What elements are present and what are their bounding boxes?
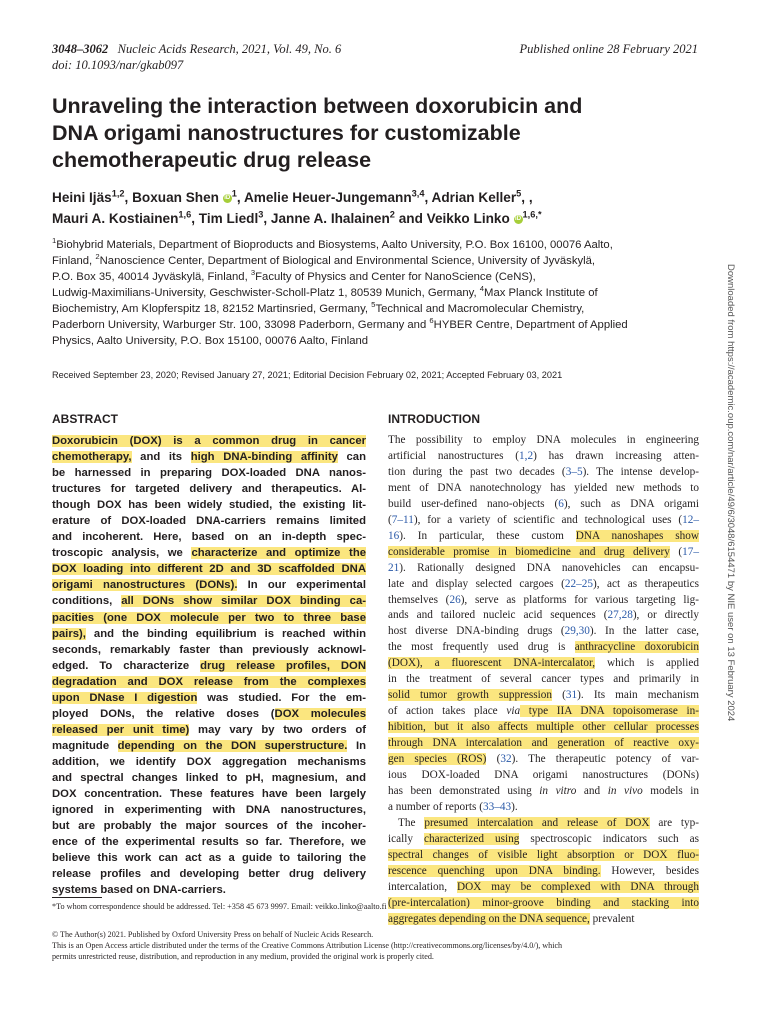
text-span: (: [552, 689, 566, 702]
abstract-body: [52, 433, 366, 898]
text-span: In our experimental: [237, 579, 366, 592]
text-span: and: [576, 784, 608, 797]
affiliation-text: Physics, Aalto University, P.O. Box 15100, 00076 Aalto, Finland: [52, 335, 369, 347]
affiliation-marker: 5: [371, 300, 376, 310]
text-line: [52, 529, 366, 545]
running-header: [52, 42, 341, 57]
highlighted-text: drug release profiles, DON: [200, 659, 366, 672]
affiliation-text: Finland,: [52, 255, 96, 267]
text-span: ment of DNA nanotechnology has yielded new methods to: [388, 481, 699, 494]
text-line: [52, 513, 366, 529]
text-line: [388, 752, 699, 768]
text-span: and the binding equilibrium is reached within: [85, 627, 366, 640]
text-span: ), such as DNA origami: [563, 497, 699, 510]
affiliation-marker: 4: [479, 284, 485, 294]
text-span: ). In the latter case,: [589, 625, 699, 638]
highlighted-text: (DOX), a fluorescent DNA-intercalator,: [388, 657, 596, 670]
text-span: troscopic analysis, we: [52, 547, 192, 560]
text-span: intercalation,: [388, 880, 457, 893]
text-line: [52, 690, 366, 706]
text-line: [52, 481, 366, 497]
affiliation-marker: 3: [250, 268, 256, 278]
text-line: [52, 882, 366, 898]
author-line: Mauri A. Kostiainen$^{1,6}$, Tim Liedl$^3$, Janne A. Ihalainen$^2$ and Veikko Linko iD $^{1,6,*}$: [52, 209, 542, 226]
highlighted-text: through DNA intercalation and generation of reactive oxy-: [388, 737, 699, 750]
text-span: artificial nanostructures (: [388, 449, 520, 462]
text-line: [388, 433, 699, 449]
title-line: DNA origami nanostructures for customizable: [52, 121, 521, 145]
text-line: [388, 800, 699, 816]
text-span: tion during the past two decades (: [388, 465, 566, 478]
citation-link[interactable]: 31: [565, 689, 578, 702]
text-span: addition, we identify DOX aggregation mechanisms: [52, 755, 366, 768]
text-span: magnitude: [52, 739, 118, 752]
text-span: a number of reports (: [388, 800, 483, 813]
highlighted-text: degradation and DOX release from the complexes: [52, 675, 366, 688]
text-line: [388, 736, 699, 752]
author-affiliation-marker: 3,4: [411, 188, 425, 199]
citation-link[interactable]: 16: [388, 529, 400, 542]
text-line: [52, 802, 366, 818]
text-span: ). Its main mechanism: [577, 689, 700, 702]
affiliation-line: [52, 333, 712, 349]
text-span: though DOX has been widely studied, the existing lit-: [52, 499, 366, 512]
highlighted-text: origami nanostructures (DONs).: [52, 579, 238, 592]
text-line: [388, 880, 699, 896]
author-name: Janne A. Ihalainen: [270, 211, 390, 226]
text-line: [52, 433, 366, 449]
text-span: (: [486, 753, 501, 766]
download-notice: Downloaded from https://academic.oup.com/nar/article/49/6/3048/6154471 by NIE user on 13 February 2024: [725, 264, 736, 722]
author-affiliation-marker: 1,6: [178, 209, 192, 220]
journal-citation: Nucleic Acids Research, 2021, Vol. 49, No. 6: [117, 42, 342, 56]
affiliation-line: [52, 317, 712, 333]
text-line: [388, 848, 699, 864]
text-line: [388, 449, 699, 465]
text-line: [388, 513, 699, 529]
text-span: The possibility to employ DNA molecules in engineering: [388, 434, 699, 446]
text-span: prevalent: [589, 912, 635, 925]
page-range: 3048–3062: [52, 42, 109, 56]
text-span: ). The intense develop-: [582, 465, 699, 478]
text-line: [52, 626, 366, 642]
highlighted-text: pacities (one DOX molecule per two to three base: [52, 611, 366, 624]
author-affiliation-marker: 2: [389, 209, 395, 220]
highlighted-text: solid tumor growth suppression: [388, 689, 553, 702]
text-span: erature of DOX-loaded DNA-carriers remains limited: [52, 515, 366, 528]
text-span: host diverse DNA-binding drugs (: [388, 625, 565, 638]
text-span: via: [506, 705, 521, 718]
text-line: [388, 481, 699, 497]
author-name: Boxuan Shen: [132, 190, 219, 205]
text-span: ious DOX-loaded DNA origami nanostructures (DONs): [388, 769, 699, 782]
text-span: seconds, remarkably faster than previously acknowl-: [52, 643, 366, 656]
text-span: be harnessed in preparing DOX-loaded DNA nanos-: [52, 467, 366, 480]
author-affiliation-marker: 1: [231, 188, 237, 199]
affiliation-text: Nanoscience Center, Department of Biological and Environmental Science, University of Jyväskylä,: [99, 255, 596, 267]
abstract-heading: ABSTRACT: [52, 412, 118, 426]
license-line: © The Author(s) 2021. Published by Oxford University Press on behalf of Nucleic Acids Research.: [52, 930, 374, 939]
highlighted-text: spectral changes of visible light absorption or DOX fluo-: [388, 848, 699, 861]
author-conjunction: and: [398, 211, 423, 226]
highlighted-text: presumed intercalation and release of DOX: [424, 816, 650, 829]
highlighted-text: anthracycline doxorubicin: [574, 641, 699, 654]
text-span: However, besides: [600, 864, 699, 877]
text-span: The: [398, 816, 425, 829]
affiliation-text: Ludwig-Maximilians-University, Geschwister-Scholl-Platz 1, 80539 Munich, Germany,: [52, 287, 480, 299]
author-name: Veikko Linko: [426, 211, 510, 226]
highlighted-text: DNA nanoshapes show: [575, 529, 699, 542]
author-affiliation-marker: 1,6,*: [522, 209, 542, 220]
author-affiliation-marker: 1,2: [111, 188, 125, 199]
text-span: has been demonstrated using: [388, 784, 540, 797]
text-line: [52, 610, 366, 626]
text-line: [52, 658, 366, 674]
text-span: ). In particular, these custom: [399, 529, 576, 542]
highlighted-text: DOX may be complexed with DNA through: [456, 880, 699, 893]
affiliation-text: Biohybrid Materials, Department of Bioproducts and Biosystems, Aalto University, P.O. Box 16100, 00076 Aalto,: [56, 239, 613, 251]
citation-link[interactable]: 17–: [682, 545, 699, 558]
affiliation-text: Faculty of Physics and Center for NanoScience (CeNS),: [255, 271, 536, 283]
article-title: [52, 93, 712, 174]
affiliation-text: Paderborn University, Warburger Str. 100, 33098 Paderborn, Germany and: [52, 319, 430, 331]
text-line: [388, 593, 699, 609]
citation-link[interactable]: 1,2: [519, 449, 534, 462]
introduction-heading: INTRODUCTION: [388, 412, 480, 426]
text-line: [388, 672, 699, 688]
highlighted-text: pairs),: [52, 627, 86, 640]
text-span: in vivo: [607, 784, 643, 797]
highlighted-text: upon DNase I digestion: [52, 691, 198, 704]
citation-link[interactable]: 7–11: [391, 513, 414, 526]
text-span: and its: [131, 451, 191, 464]
affiliation-marker: 2: [95, 252, 100, 262]
text-span: (: [669, 545, 683, 558]
citation-link[interactable]: 33–43: [482, 800, 512, 813]
affiliation-marker: 6: [429, 316, 434, 326]
text-span: in the treatment of several cancer types and primarily in: [388, 673, 699, 686]
license-notice: [52, 929, 562, 962]
text-line: [388, 529, 699, 545]
author-affiliation-marker: 5: [516, 188, 522, 199]
highlighted-text: characterize and optimize the: [191, 547, 366, 560]
text-span: DOX concentration. These features have been largely: [52, 788, 366, 801]
highlighted-text: gen species (ROS): [388, 753, 487, 766]
affiliation-line: [52, 237, 712, 253]
author-name: Heini Ijäs: [52, 190, 112, 205]
text-line: [388, 545, 699, 561]
orcid-icon[interactable]: iD: [224, 195, 231, 201]
manuscript-dates: Received September 23, 2020; Revised January 27, 2021; Editorial Decision February 02, 2021; Accepted February 03, 2021: [52, 370, 563, 380]
highlighted-text: characterized using: [424, 832, 520, 845]
text-span: release profiles and developing better drug delivery: [52, 868, 366, 881]
text-span: of action takes place: [388, 705, 507, 718]
highlighted-text: Doxorubicin (DOX) is a common drug in cancer: [52, 435, 366, 447]
citation-link[interactable]: 26: [449, 593, 461, 606]
text-line: [388, 832, 699, 848]
text-span: systems based on DNA-carriers.: [52, 884, 226, 897]
highlighted-text: rescence quenching upon DNA binding.: [388, 864, 601, 877]
text-span: ), for a variety of scientific and technological uses (: [413, 513, 683, 526]
doi: doi: 10.1093/nar/gkab097: [52, 58, 184, 72]
text-span: was studied. For the em-: [197, 691, 366, 704]
text-line: [388, 608, 699, 624]
text-span: the most frequently used drug is: [388, 641, 575, 654]
text-line: [52, 577, 366, 593]
highlighted-text: chemotherapy,: [52, 451, 132, 464]
text-span: ands and tailored nucleic acid sequences (: [388, 609, 608, 622]
text-line: [52, 722, 366, 738]
affiliation-text: P.O. Box 35, 40014 Jyväskylä, Finland,: [52, 271, 251, 283]
text-line: [388, 816, 699, 832]
citation-link[interactable]: 3–5: [565, 465, 583, 478]
highlighted-text: DOX loading into different 2D and 3D scaffolded DNA: [52, 563, 366, 576]
license-line: permits unrestricted reuse, distribution, and reproduction in any medium, provided the original work is properly cited.: [52, 952, 434, 961]
title-line: chemotherapeutic drug release: [52, 148, 372, 172]
text-line: [52, 561, 366, 577]
text-span: spectroscopic indicators such as: [519, 832, 699, 845]
correspondence-footnote: *To whom correspondence should be addressed. Tel: +358 45 673 9997. Email: veikko.linko@aalto.fi: [52, 902, 387, 911]
text-line: [388, 704, 699, 720]
text-span: but are probably the major sources of the incoher-: [52, 820, 366, 833]
highlighted-text: high DNA-binding affinity: [190, 451, 338, 464]
text-line: [388, 784, 699, 800]
highlighted-text: all DONs show similar DOX binding ca-: [121, 595, 366, 608]
text-span: ence of the experimental results so far. Therefore, we: [52, 836, 366, 849]
affiliation-text: HYBER Centre, Department of Applied: [433, 319, 628, 331]
text-span: ignored in experimenting with DNA nanostructures,: [52, 804, 366, 817]
text-line: [388, 465, 699, 481]
text-line: [388, 624, 699, 640]
text-line: [388, 688, 699, 704]
text-span: in vitro: [539, 784, 577, 797]
text-span: models in: [642, 784, 699, 797]
affiliation-line: [52, 301, 712, 317]
affiliation-marker: 1: [52, 236, 57, 246]
text-line: [52, 497, 366, 513]
text-line: [52, 706, 366, 722]
author-affiliation-marker: 3: [258, 209, 264, 220]
citation-link[interactable]: 27,28: [607, 609, 633, 622]
text-span: themselves (: [388, 593, 450, 606]
text-line: [52, 834, 366, 850]
published-date: Published online 28 February 2021: [519, 42, 698, 56]
text-line: [388, 768, 699, 784]
author-name: Mauri A. Kostiainen: [52, 211, 179, 226]
text-line: [52, 770, 366, 786]
text-line: [52, 545, 366, 561]
text-span: ).: [511, 800, 518, 813]
citation-link[interactable]: 29,30: [564, 625, 590, 638]
highlighted-text: type IIA DNA topoisomerase in-: [520, 705, 699, 718]
highlighted-text: depending on the DON superstructure.: [117, 739, 348, 752]
highlighted-text: considerable promise in biomedicine and drug delivery: [388, 545, 670, 558]
citation-link[interactable]: 21: [388, 561, 400, 574]
text-line: [52, 593, 366, 609]
affiliation-text: Biochemistry, Am Klopferspitz 18, 82152 Martinsried, Germany,: [52, 303, 372, 315]
text-line: [388, 577, 699, 593]
text-span: build user-defined nano-objects (: [388, 497, 559, 510]
text-span: ically: [388, 832, 425, 845]
citation-link[interactable]: 22–25: [564, 577, 593, 590]
highlighted-text: released per unit time): [52, 723, 190, 736]
text-span: ). The therapeutic potency of var-: [511, 753, 700, 766]
citation-link[interactable]: 6: [558, 497, 564, 510]
text-line: [52, 786, 366, 802]
text-line: [52, 642, 366, 658]
text-line: [52, 866, 366, 882]
text-span: ), act as therapeutics: [592, 577, 699, 590]
text-line: [388, 656, 699, 672]
text-line: [388, 864, 699, 880]
highlighted-text: (pre-intercalation) minor-groove binding and stacking into: [388, 896, 699, 909]
text-line: [52, 754, 366, 770]
text-span: and incoherent. Here, based on an in-depth spec-: [52, 531, 366, 544]
affiliation-text: Technical and Macromolecular Chemistry,: [375, 303, 585, 315]
text-line: [52, 738, 366, 754]
text-span: ). Rationally designed DNA nanovehicles can encapsu-: [399, 561, 699, 574]
text-span: ), or directly: [632, 609, 700, 622]
text-span: are typ-: [649, 816, 700, 829]
citation-link[interactable]: 32: [500, 753, 512, 766]
highlighted-text: hibition, but it also affects multiple other cellular processes: [388, 721, 699, 734]
text-span: can: [337, 451, 366, 464]
text-line: [52, 818, 366, 834]
affiliation-text: Max Planck Institute of: [484, 287, 598, 299]
text-line: [388, 640, 699, 656]
text-line: [388, 720, 699, 736]
affiliation-line: [52, 269, 712, 285]
text-span: late and display selected cargoes (: [388, 577, 565, 590]
footnote-divider: [52, 897, 102, 898]
license-line: This is an Open Access article distributed under the terms of the Creative Commons Attribution License (http://creativecommons.org/licenses/by/4.0/), which: [52, 941, 563, 950]
author-name: Tim Liedl: [198, 211, 259, 226]
title-line: Unraveling the interaction between doxorubicin and: [52, 94, 583, 118]
text-line: [388, 497, 699, 513]
affiliation-line: [52, 285, 712, 301]
text-span: In: [347, 739, 366, 752]
affiliations: [52, 237, 712, 349]
orcid-icon[interactable]: iD: [515, 216, 522, 222]
text-span: conditions,: [52, 595, 122, 608]
text-line: [52, 850, 366, 866]
introduction-body: [388, 433, 699, 928]
text-span: which is applied: [595, 657, 699, 670]
author-list: [52, 187, 712, 229]
text-line: [388, 912, 699, 928]
text-line: [52, 465, 366, 481]
text-span: edged. To characterize: [52, 659, 201, 672]
text-span: and spectral changes linked to pH, magnesium, and: [52, 771, 366, 784]
text-span: may vary by two orders of: [189, 723, 366, 736]
text-span: ) has drawn increasing atten-: [533, 449, 699, 462]
text-span: ployed DONs, the relative doses (: [52, 707, 275, 720]
highlighted-text: aggregates depending on the DNA sequence,: [388, 912, 590, 925]
text-line: [52, 674, 366, 690]
text-span: tructures for targeted delivery and therapeutics. Al-: [52, 483, 366, 496]
text-span: believe this work can act as a guide to tailoring the: [52, 852, 366, 865]
author-line: Heini Ijäs$^{1,2}$, Boxuan Shen iD $^1$, Amelie Heuer-Jungemann$^{3,4}$, Adrian Keller$^5$, ,: [52, 188, 533, 205]
author-name: Amelie Heuer-Jungemann: [243, 190, 412, 205]
text-span: ), serve as platforms for various targeting lig-: [460, 593, 699, 606]
highlighted-text: DOX molecules: [274, 707, 366, 720]
citation-link[interactable]: 12–: [682, 513, 699, 526]
text-line: [388, 561, 699, 577]
text-line: [52, 449, 366, 465]
author-name: Adrian Keller: [431, 190, 517, 205]
text-line: [388, 896, 699, 912]
affiliation-line: [52, 253, 712, 269]
text-span: (: [388, 513, 392, 526]
